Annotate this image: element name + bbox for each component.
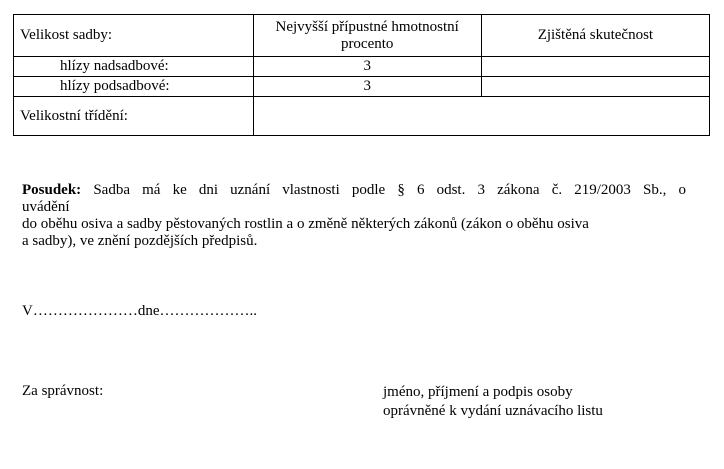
header-actual-finding: Zjištěná skutečnost bbox=[481, 15, 709, 57]
signature-block bbox=[383, 383, 603, 421]
row-value-undersize: 3 bbox=[253, 77, 481, 97]
signature-line2: oprávněné k vydání uznávacího listu bbox=[383, 403, 603, 419]
place-date-field: V…………………dne……………….. bbox=[22, 303, 257, 319]
assessment-line1: Sadba má ke dni uznání vlastnosti podle § 6 odst. 3 zákona č. 219/2003 Sb., o bbox=[93, 182, 687, 198]
table-row-sorting bbox=[14, 97, 710, 136]
row-label-undersize: hlízy podsadbové: bbox=[14, 77, 254, 97]
assessment-label: Posudek: bbox=[22, 182, 82, 198]
correctness-label: Za správnost: bbox=[22, 383, 104, 399]
assessment-line4: a sadby), ve znění pozdějších předpisů. bbox=[22, 233, 258, 249]
row-label-oversize: hlízy nadsadbové: bbox=[14, 57, 254, 77]
sorting-value[interactable] bbox=[253, 97, 709, 136]
seed-size-table bbox=[13, 14, 710, 136]
assessment-paragraph bbox=[22, 182, 686, 250]
header-seed-size: Velikost sadby: bbox=[14, 15, 254, 57]
table-header-row bbox=[14, 15, 710, 57]
signature-line1: jméno, příjmení a podpis osoby bbox=[383, 384, 573, 400]
row-actual-oversize[interactable] bbox=[481, 57, 709, 77]
row-value-oversize: 3 bbox=[253, 57, 481, 77]
assessment-line2: uvádění bbox=[22, 199, 70, 215]
sorting-label: Velikostní třídění: bbox=[14, 97, 254, 136]
row-actual-undersize[interactable] bbox=[481, 77, 709, 97]
table-row bbox=[14, 77, 710, 97]
table-row bbox=[14, 57, 710, 77]
header-max-percent: Nejvyšší přípustné hmotnostní procento bbox=[253, 15, 481, 57]
assessment-line3: do oběhu osiva a sadby pěstovaných rostlin a o změně některých zákonů (zákon o oběhu osiva bbox=[22, 216, 589, 232]
